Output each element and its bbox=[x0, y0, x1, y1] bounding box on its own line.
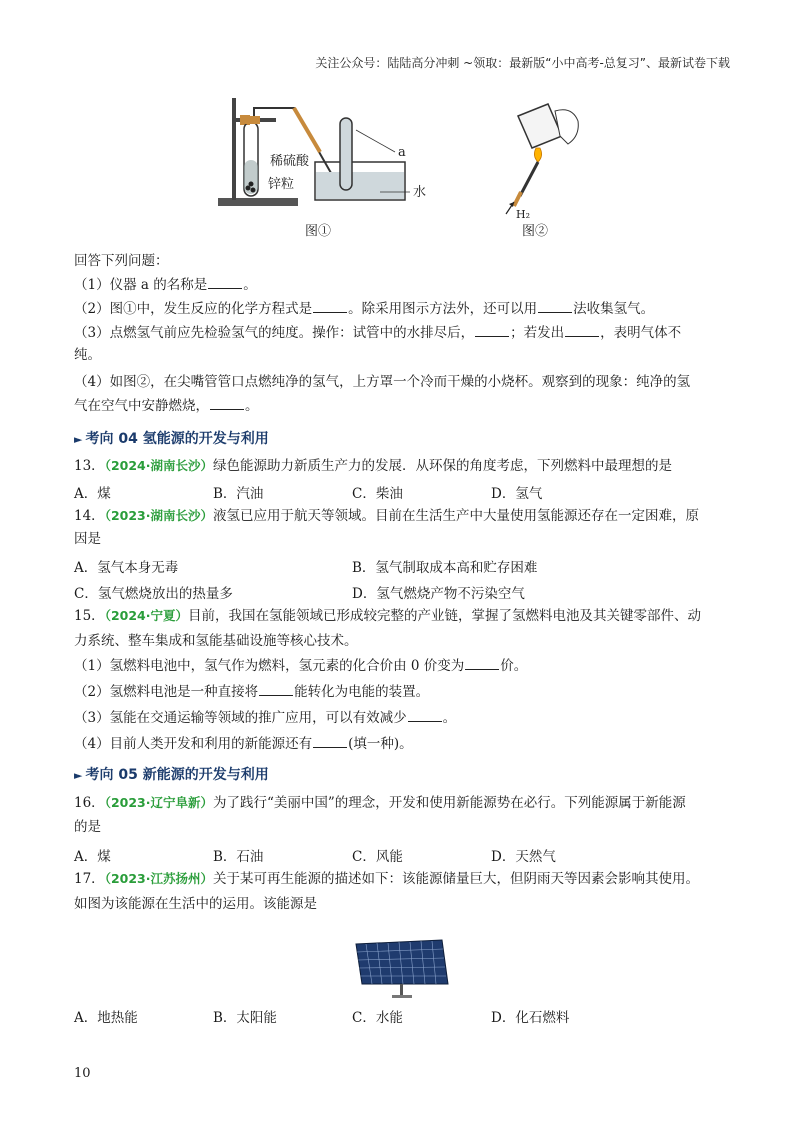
q14-stem-cont: 因是 bbox=[74, 531, 101, 547]
apparatus-figure bbox=[210, 90, 440, 215]
q12-part2: （2）图①中，发生反应的化学方程式是 。除采用图示方法外，还可以用 法收集氢气。 bbox=[74, 301, 655, 317]
q12-part3: （3）点燃氢气前应先检验氢气的纯度。操作：试管中的水排尽后， ；若发出 ，表明气体不 bbox=[74, 325, 682, 341]
q15-part4: （4）目前人类开发和利用的新能源还有 (填一种)。 bbox=[74, 736, 413, 752]
q12-part4: （4）如图②，在尖嘴管管口点燃纯净的氢气，上方罩一个冷而干燥的小烧杯。观察到的现象：纯净的氢 bbox=[74, 374, 691, 390]
answer-blank[interactable] bbox=[313, 300, 347, 313]
q16-stem: 16．（2023·辽宁阜新）为了践行“美丽中国”的理念，开发和使用新能源势在必行。下列能源属于新能源 bbox=[74, 795, 686, 811]
q13-option-c[interactable]: C．柴油 bbox=[352, 486, 403, 502]
triangle-bullet-icon: ► bbox=[74, 433, 83, 446]
hydrogen-flame-figure bbox=[500, 96, 590, 221]
answer-blank[interactable] bbox=[210, 397, 244, 410]
q12-part1: （1）仪器 a 的名称是 。 bbox=[74, 277, 257, 293]
question-source: （2023·辽宁阜新） bbox=[104, 795, 213, 810]
q17-option-c[interactable]: C．水能 bbox=[352, 1010, 403, 1026]
q17-option-b[interactable]: B．太阳能 bbox=[213, 1010, 277, 1026]
answer-blank[interactable] bbox=[408, 709, 442, 722]
figure-2-caption: 图② bbox=[522, 224, 549, 239]
triangle-bullet-icon: ► bbox=[74, 769, 83, 782]
question-source: （2024·湖南长沙） bbox=[104, 458, 213, 473]
q13-stem: 13．（2024·湖南长沙）绿色能源助力新质生产力的发展．从环保的角度考虑，下列燃料中最理想的是 bbox=[74, 458, 672, 474]
q16-stem-cont: 的是 bbox=[74, 819, 101, 835]
section-heading-05: ► 考向 05 新能源的开发与利用 bbox=[74, 767, 269, 783]
q15-part1: （1）氢燃料电池中，氢气作为燃料，氢元素的化合价由 0 价变为 价。 bbox=[74, 658, 528, 674]
q17-option-a[interactable]: A．地热能 bbox=[74, 1010, 138, 1026]
q15-stem: 15．（2024·宁夏）目前，我国在氢能领域已形成较完整的产业链，掌握了氢燃料电池及其关键零部件、动 bbox=[74, 608, 701, 624]
q16-option-b[interactable]: B．石油 bbox=[213, 849, 264, 865]
q17-stem-cont: 如图为该能源在生活中的运用。该能源是 bbox=[74, 896, 317, 912]
answer-blank[interactable] bbox=[465, 657, 499, 670]
q13-option-a[interactable]: A．煤 bbox=[74, 486, 111, 502]
q13-option-b[interactable]: B．汽油 bbox=[213, 486, 264, 502]
header-note: 关注公众号：陆陆高分冲刺 ~领取：最新版“小中高考-总复习”、最新试卷下载 bbox=[315, 56, 730, 70]
q13-option-d[interactable]: D．氢气 bbox=[491, 486, 543, 502]
answer-blank[interactable] bbox=[313, 735, 347, 748]
q14-option-c[interactable]: C．氢气燃烧放出的热量多 bbox=[74, 586, 233, 602]
q14-option-d[interactable]: D．氢气燃烧产物不污染空气 bbox=[352, 586, 525, 602]
label-zinc: 锌粒 bbox=[268, 177, 295, 192]
q16-option-a[interactable]: A．煤 bbox=[74, 849, 111, 865]
solar-panel-image bbox=[354, 938, 450, 1000]
figure-area bbox=[0, 90, 800, 240]
label-h2: H₂ bbox=[516, 208, 531, 221]
label-a: a bbox=[398, 145, 406, 160]
label-acid: 稀硫酸 bbox=[270, 154, 310, 169]
q15-stem-cont: 力系统、整车集成和氢能基础设施等核心技术。 bbox=[74, 633, 358, 649]
q14-option-b[interactable]: B．氢气制取成本高和贮存困难 bbox=[352, 560, 538, 576]
section-heading-04: ► 考向 04 氢能源的开发与利用 bbox=[74, 431, 269, 447]
label-water: 水 bbox=[413, 185, 427, 200]
intro-text: 回答下列问题： bbox=[74, 253, 169, 269]
page-number: 10 bbox=[74, 1066, 91, 1081]
q12-part4-cont: 气在空气中安静燃烧， 。 bbox=[74, 398, 259, 414]
answer-blank[interactable] bbox=[538, 300, 572, 313]
question-source: （2024·宁夏） bbox=[104, 608, 188, 623]
q17-stem: 17．（2023·江苏扬州）关于某可再生能源的描述如下：该能源储量巨大，但阴雨天等因素会影响其使用。 bbox=[74, 871, 699, 887]
question-source: （2023·江苏扬州） bbox=[104, 871, 213, 886]
q14-option-a[interactable]: A．氢气本身无毒 bbox=[74, 560, 179, 576]
q12-part3-cont: 纯。 bbox=[74, 347, 101, 363]
figure-1-caption: 图① bbox=[305, 224, 332, 239]
answer-blank[interactable] bbox=[475, 324, 509, 337]
answer-blank[interactable] bbox=[208, 276, 242, 289]
answer-blank[interactable] bbox=[565, 324, 599, 337]
q16-option-d[interactable]: D．天然气 bbox=[491, 849, 556, 865]
q14-stem: 14．（2023·湖南长沙）液氢已应用于航天等领域。目前在生活生产中大量使用氢能源还存在一定困难，原 bbox=[74, 508, 699, 524]
q15-part2: （2）氢燃料电池是一种直接将 能转化为电能的装置。 bbox=[74, 684, 430, 700]
question-source: （2023·湖南长沙） bbox=[104, 508, 213, 523]
q17-option-d[interactable]: D．化石燃料 bbox=[491, 1010, 570, 1026]
answer-blank[interactable] bbox=[259, 683, 293, 696]
q16-option-c[interactable]: C．风能 bbox=[352, 849, 403, 865]
q15-part3: （3）氢能在交通运输等领域的推广应用，可以有效减少 。 bbox=[74, 710, 457, 726]
